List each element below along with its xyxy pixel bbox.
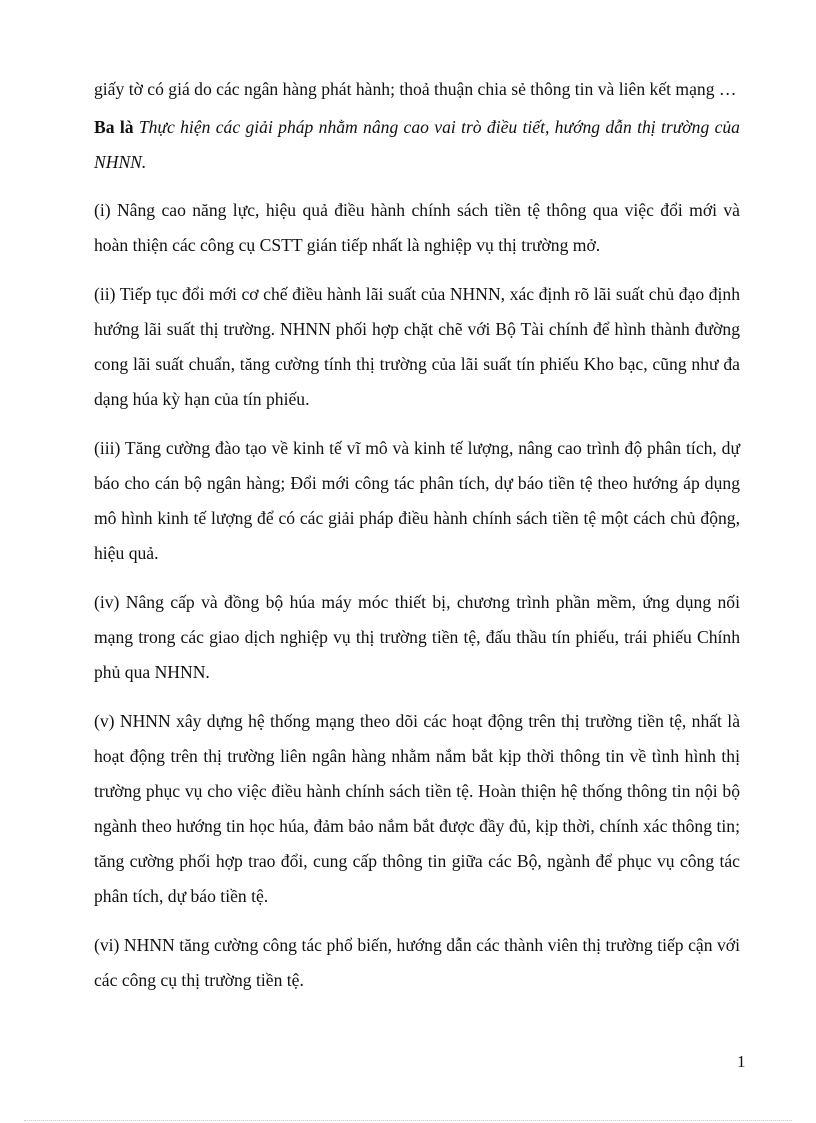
- list-item-v: (v) NHNN xây dựng hệ thống mạng theo dõi các hoạt động trên thị trường tiền tệ, nhất là hoạt động trên thị trường liên ngân hàng nhằm nắm bắt kịp thời thông tin về tình hình thị trường phục vụ cho việc điều hành chính sách tiền tệ. Hoàn thiện hệ thống thông tin nội bộ ngành theo hướng tin học húa, đảm bảo nắm bắt được đầy đủ, kịp thời, chính xác thông tin; tăng cường phối hợp trao đổi, cung cấp thông tin giữa các Bộ, ngành để phục vụ công tác phân tích, dự báo tiền tệ.: [94, 711, 740, 906]
- list-item-ii: (ii) Tiếp tục đổi mới cơ chế điều hành lãi suất của NHNN, xác định rõ lãi suất chủ đạo định hướng lãi suất thị trường. NHNN phối hợp chặt chẽ với Bộ Tài chính để hình thành đường cong lãi suất chuẩn, tăng cường tính thị trường của lãi suất tín phiếu Kho bạc, cũng như đa dạng húa kỳ hạn của tín phiếu.: [94, 284, 740, 409]
- list-item-vi: (vi) NHNN tăng cường công tác phổ biến, hướng dẫn các thành viên thị trường tiếp cận với các công cụ thị trường tiền tệ.: [94, 935, 740, 990]
- list-item-iv: (iv) Nâng cấp và đồng bộ húa máy móc thiết bị, chương trình phần mềm, ứng dụng nối mạng trong các giao dịch nghiệp vụ thị trường tiền tệ, đấu thầu tín phiếu, trái phiếu Chính phủ qua NHNN.: [94, 592, 740, 682]
- section-heading-title: Thực hiện các giải pháp nhằm nâng cao vai trò điều tiết, hướng dẫn thị trường của NHNN.: [94, 117, 740, 172]
- section-heading-label: Ba là: [94, 117, 134, 137]
- page-number: 1: [737, 1052, 746, 1071]
- document-body: [94, 72, 740, 1012]
- list-item-iii: (iii) Tăng cường đào tạo về kinh tế vĩ mô và kinh tế lượng, nâng cao trình độ phân tích, dự báo cho cán bộ ngân hàng; Đổi mới công tác phân tích, dự báo tiền tệ theo hướng áp dụng mô hình kinh tế lượng để có các giải pháp điều hành chính sách tiền tệ một cách chủ động, hiệu quả.: [94, 438, 740, 563]
- list-item-i: (i) Nâng cao năng lực, hiệu quả điều hành chính sách tiền tệ thông qua việc đổi mới và hoàn thiện các công cụ CSTT gián tiếp nhất là nghiệp vụ thị trường mở.: [94, 200, 740, 255]
- footer-divider: [24, 1120, 792, 1121]
- section-heading: [94, 110, 740, 180]
- intro-paragraph: giấy tờ có giá do các ngân hàng phát hành; thoả thuận chia sẻ thông tin và liên kết mạng …: [94, 79, 737, 99]
